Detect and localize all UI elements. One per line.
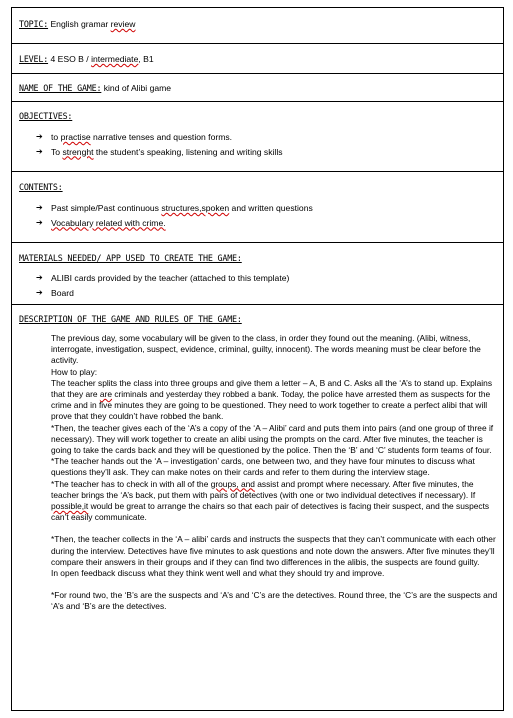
description-line [19,314,242,325]
game-name-value: kind of Alibi game [103,83,172,93]
objectives-row [12,102,503,172]
objectives-line [19,111,72,122]
contents-list [36,201,313,230]
materials-line [19,253,242,264]
list-item: ➔ Past simple/Past continuous structures,spoken and written questions [36,201,313,216]
paragraph: How to play: [51,366,98,377]
level-line [19,54,154,65]
paragraph: The previous day, some vocabulary will be given to the class, in order they found out the meaning. (Alibi, witness, interrogate, investigation, suspect, evidence, criminal, guilty, innocent). The words meaning must be clear before the activity. [51,333,481,366]
topic-value: English gramar review [50,19,136,29]
arrow-icon: ➔ [36,273,43,282]
list-item: ➔ to practise narrative tenses and question forms. [36,130,283,145]
level-label: LEVEL: [19,54,49,64]
objectives-label: OBJECTIVES: [19,111,73,121]
paragraph: The teacher splits the class into three groups and give them a letter – A, B and C. Asks all the ‘A’s to stand up. Explains that they are are criminals and yesterday they robbed a bank. Today, the police have arrested them as suspects for the crime and in five minutes they are going to be questioned. They need to work together to create a perfect alibi that will prove that they couldn’t have robbed the bank. [51,377,493,422]
list-item: ➔ Vocabulary related with crime. [36,216,313,231]
paragraph: *For round two, the ‘B’s are the suspects and ‘A’s and ‘C’s are the detectives. Round three, the ‘C’s are the suspects and ‘A’s and ‘B’s are the detectives. [51,590,498,612]
materials-row [12,243,503,305]
paragraph: *The teacher hands out the ‘A – investigation’ cards, one between two, and they have four minutes to discuss what questions they’ll ask. They can make notes on their cards and refer to them during the interview stage. [51,456,475,478]
lesson-template [11,7,504,711]
description-label: DESCRIPTION OF THE GAME AND RULES OF THE GAME: [19,314,242,324]
arrow-icon: ➔ [36,287,43,297]
spacer [51,523,499,534]
description-body [51,333,499,613]
topic-row [12,8,503,44]
arrow-icon: ➔ [36,203,43,212]
topic-label: TOPIC: [19,19,49,29]
list-item: ➔ ALIBI cards provided by the teacher (attached to this template) [36,271,289,286]
game-name-line [19,83,171,94]
list-item: ➔ To strenght the student’s speaking, listening and writing skills [36,145,283,160]
arrow-icon: ➔ [36,132,43,141]
topic-line [19,19,135,30]
objectives-list [36,130,283,159]
materials-label: MATERIALS NEEDED/ APP USED TO CREATE THE GAME: [19,253,242,263]
level-row [12,44,503,74]
paragraph: In open feedback discuss what they think went well and what they should try and improve. [51,568,385,579]
contents-label: CONTENTS: [19,182,63,192]
materials-list [36,271,289,300]
contents-row [12,172,503,243]
arrow-icon: ➔ [36,146,43,156]
paragraph: *Then, the teacher gives each of the ‘A’s a copy of the ‘A – Alibi’ card and puts them into pairs (and one group of three if necessary). They will work together to create an alibi using the prompts on the card. After five minutes, the teacher is going to take the cards back and they will be questioned by the police. Then the ‘B’ and ‘C’ students form teams of four. [51,422,494,456]
description-row [12,305,503,710]
contents-line [19,182,63,193]
spacer [51,579,499,590]
list-item: ➔ Board [36,286,289,301]
game-name-row [12,74,503,102]
paragraph: *The teacher has to check in with all of the groups, and assist and prompt where necessary. After five minutes, the teacher brings the ‘A’s back, put them with pairs of detectives (with one or two individual detectives if necessary). If possible,it would be great to arrange the chairs so that each pair of detectives is facing their suspect, and the suspects can’t easily communicate. [51,478,490,523]
game-name-label: NAME OF THE GAME: [19,83,102,93]
level-value: 4 ESO B / intermediate, B1 [50,54,154,64]
arrow-icon: ➔ [36,217,43,227]
paragraph: *Then, the teacher collects in the ‘A – alibi’ cards and instructs the suspects that they can’t communicate with each other during the interview. Detectives have five minutes to ask questions and note down the answers. After five minutes they’ll compare their answers in their groups and if they can find two differences in the alibis, the suspects are found guilty. [51,534,496,567]
